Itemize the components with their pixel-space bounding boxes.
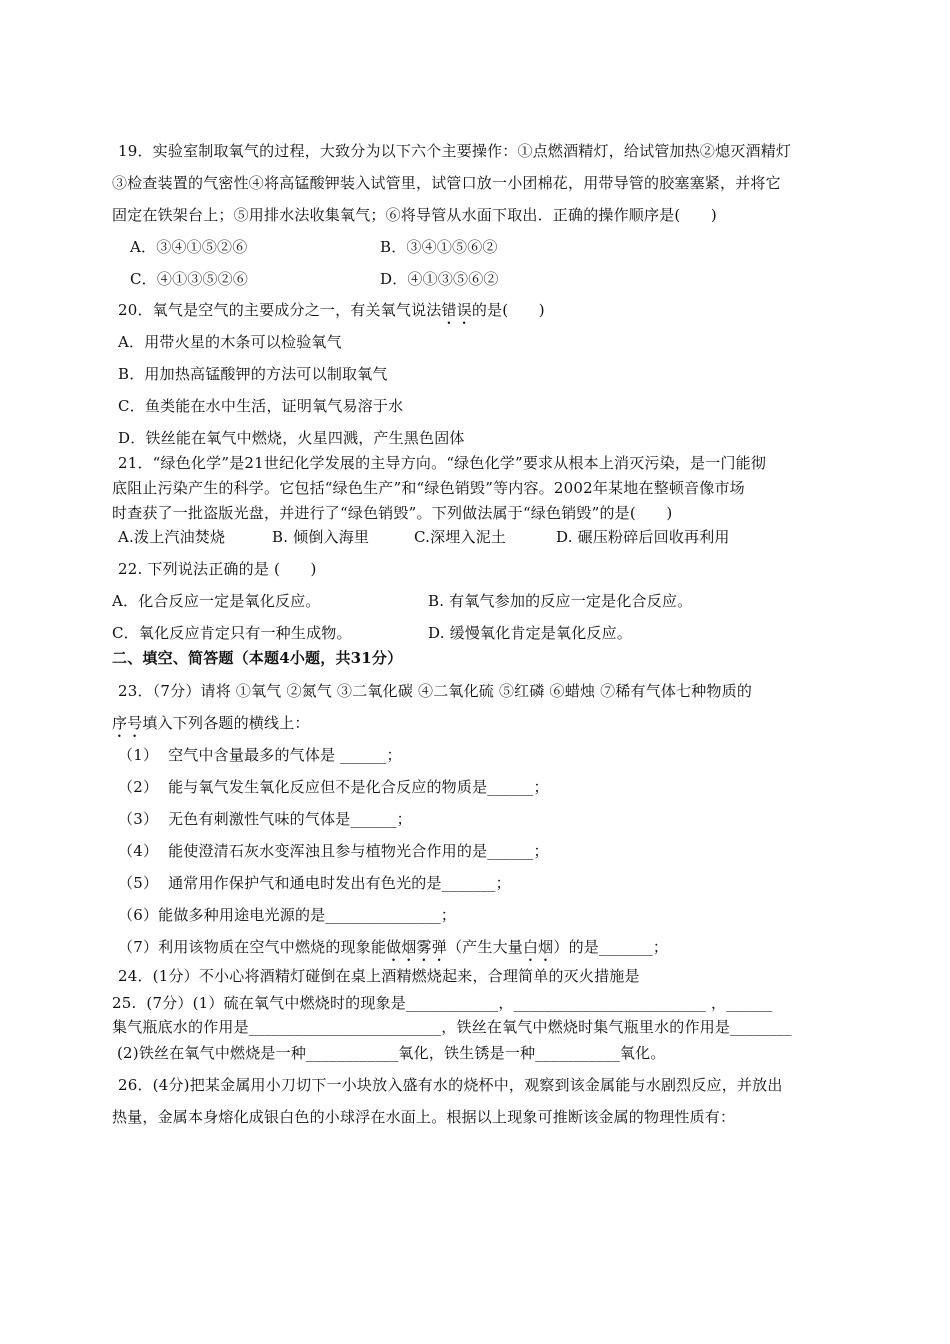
- q22-option-a: A．化合反应一定是氧化反应。: [112, 592, 321, 610]
- q25-line-2: 集气瓶底水的作用是_________________________，铁丝在氧气中燃烧时集气瓶里水的作用是________: [112, 1018, 792, 1036]
- q20-option-d: D．铁丝能在氧气中燃烧，火星四溅，产生黑色固体: [118, 429, 465, 447]
- q23-item-5: （5） 通常用作保护气和通电时发出有色光的是_______；: [118, 874, 511, 892]
- q23-item-4: （4） 能使澄清石灰水变浑浊且参与植物光合作用的是______；: [118, 842, 549, 860]
- q20-option-b: B．用加热高锰酸钾的方法可以制取氧气: [118, 365, 388, 383]
- q23-item-1: （1） 空气中含量最多的气体是 ______；: [118, 746, 402, 764]
- q24-line-1: 24．(1分）不小心将酒精灯碰倒在桌上酒精燃烧起来，合理简单的灭火措施是: [118, 967, 640, 985]
- q21-option-a: A.泼上汽油焚烧: [118, 528, 226, 546]
- q23-item-2: （2） 能与氧气发生氧化反应但不是化合反应的物质是______；: [118, 778, 549, 796]
- q19-option-a: A．③④①⑤②⑥: [130, 238, 248, 256]
- q19-option-d: D．④①③⑤⑥②: [380, 270, 499, 288]
- q19-option-b: B．③④①⑤⑥②: [380, 238, 498, 256]
- section-heading: 二、填空、简答题（本题4小题，共31分）: [112, 649, 403, 667]
- q23-item-3: （3） 无色有刺激性气味的气体是______；: [118, 810, 412, 828]
- q19-line-2: ③检查装置的气密性④将高锰酸钾装入试管里，试管口放一小团棉花，用带导管的胶塞塞紧，并将它: [112, 174, 781, 192]
- q22-option-c: C．氧化反应肯定只有一种生成物。: [112, 624, 352, 642]
- q20-stem: 20．氧气是空气的主要成分之一，有关氧气说法错误的是( ): [118, 301, 545, 319]
- q19-line-1: 19．实验室制取氧气的过程，大致分为以下六个主要操作：①点燃酒精灯，给试管加热②熄灭酒精灯: [118, 142, 792, 160]
- q21-line-1: 21．“绿色化学”是21世纪化学发展的主导方向。“绿色化学”要求从根本上消灭污染，是一门能彻: [118, 454, 767, 472]
- emphasis-wrong: 错误: [441, 301, 472, 319]
- q23-item-7: （7）利用该物质在空气中燃烧的现象能做烟雾弹（产生大量白烟）的是_______；: [118, 938, 669, 956]
- q22-stem: 22. 下列说法正确的是 ( ): [118, 560, 317, 578]
- q23-line-2: 序号填入下列各题的横线上：: [112, 714, 310, 732]
- q21-option-d: D. 碾压粉碎后回收再利用: [556, 528, 730, 546]
- emphasis-white-smoke: 白烟: [522, 938, 554, 956]
- q23-item-6: （6）能做多种用途电光源的是_______________；: [118, 906, 457, 924]
- q23-line-1: 23．（7分）请将 ①氧气 ②氮气 ③二氧化碳 ④二氧化硫 ⑤红磷 ⑥蜡烛 ⑦稀有气体七种物质的: [118, 682, 753, 700]
- emphasis-smoke-bomb: 做烟雾弹: [386, 938, 447, 956]
- q19-option-c: C．④①③⑤②⑥: [130, 270, 249, 288]
- q22-option-b: B. 有氧气参加的反应一定是化合反应。: [428, 592, 693, 610]
- q20-option-c: C．鱼类能在水中生活，证明氧气易溶于水: [118, 397, 404, 415]
- q25-line-3: (2)铁丝在氧气中燃烧是一种____________氧化，铁生锈是一种___________氧化。: [112, 1044, 666, 1062]
- q19-line-3: 固定在铁架台上；⑤用排水法收集氧气；⑥将导管从水面下取出．正确的操作顺序是( ): [112, 206, 717, 224]
- q26-line-1: 26．(4分)把某金属用小刀切下一小块放入盛有水的烧杯中，观察到该金属能与水剧烈反应，并放出: [118, 1076, 783, 1094]
- q21-line-2: 底阻止污染产生的科学。它包括“绿色生产”和“绿色销毁”等内容。2002年某地在整顿音像市场: [112, 479, 745, 497]
- q21-line-3: 时查获了一批盗版光盘，并进行了“绿色销毁”。下列做法属于“绿色销毁”的是( ): [112, 504, 673, 522]
- q26-line-2: 热量，金属本身熔化成银白色的小球浮在水面上。根据以上现象可推断该金属的物理性质有：: [112, 1108, 736, 1126]
- q25-line-1: 25. (7分）(1）硫在氧气中燃烧时的现象是____________，_________________________ ，______: [112, 994, 773, 1012]
- q22-option-d: D. 缓慢氧化肯定是氧化反应。: [428, 624, 633, 642]
- emphasis-serial-number: 序号: [112, 714, 143, 732]
- q20-option-a: A．用带火星的木条可以检验氧气: [118, 333, 342, 351]
- q21-option-b: B. 倾倒入海里: [272, 528, 370, 546]
- q21-option-c: C.深埋入泥土: [414, 528, 507, 546]
